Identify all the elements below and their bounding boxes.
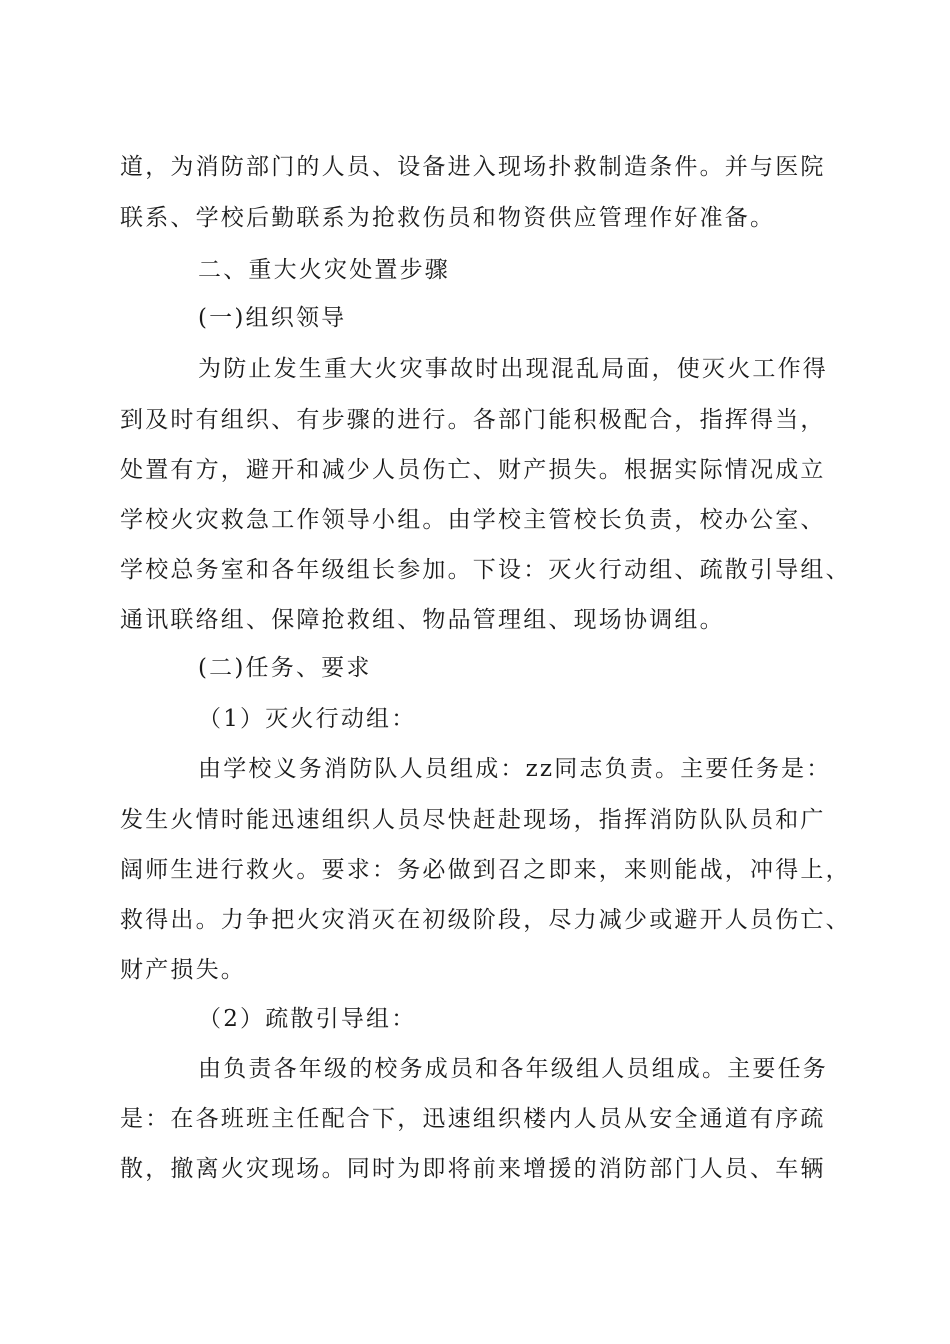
paragraph-line: 通讯联络组、保障抢救组、物品管理组、现场协调组。	[120, 607, 725, 633]
paragraph-line: 散，撤离火灾现场。同时为即将前来增援的消防部门人员、车辆	[120, 1156, 826, 1182]
paragraph-line: 为防止发生重大火灾事故时出现混乱局面，使灭火工作得	[198, 356, 828, 382]
paragraph-line: 救得出。力争把火灾消灭在初级阶段，尽力减少或避开人员伤亡、	[120, 907, 851, 933]
paragraph-line: 由学校义务消防队人员组成：zz同志负责。主要任务是：	[198, 756, 832, 782]
item-heading: （2）疏散引导组：	[198, 1006, 417, 1032]
section-heading: 二、重大火灾处置步骤	[198, 257, 450, 283]
paragraph-line: 到及时有组织、有步骤的进行。各部门能积极配合，指挥得当，	[120, 407, 826, 433]
paragraph-line: 由负责各年级的校务成员和各年级组人员组成。主要任务	[198, 1056, 828, 1082]
subsection-heading: (一)组织领导	[198, 305, 347, 331]
paragraph-line: 财产损失。	[120, 957, 246, 983]
paragraph-line: 处置有方，避开和减少人员伤亡、财产损失。根据实际情况成立	[120, 457, 826, 483]
paragraph-line: 发生火情时能迅速组织人员尽快赶赴现场，指挥消防队队员和广	[120, 807, 826, 833]
paragraph-line: 学校火灾救急工作领导小组。由学校主管校长负责，校办公室、	[120, 507, 826, 533]
paragraph-line: 学校总务室和各年级组长参加。下设：灭火行动组、疏散引导组、	[120, 557, 851, 583]
paragraph-line: 阔师生进行救火。要求：务必做到召之即来，来则能战，冲得上，	[120, 857, 851, 883]
subsection-heading: (二)任务、要求	[198, 655, 372, 681]
paragraph-line: 是：在各班班主任配合下，迅速组织楼内人员从安全通道有序疏	[120, 1106, 826, 1132]
item-heading: （1）灭火行动组：	[198, 706, 417, 732]
paragraph-line: 联系、学校后勤联系为抢救伤员和物资供应管理作好准备。	[120, 205, 776, 231]
paragraph-line: 道，为消防部门的人员、设备进入现场扑救制造条件。并与医院	[120, 154, 826, 180]
